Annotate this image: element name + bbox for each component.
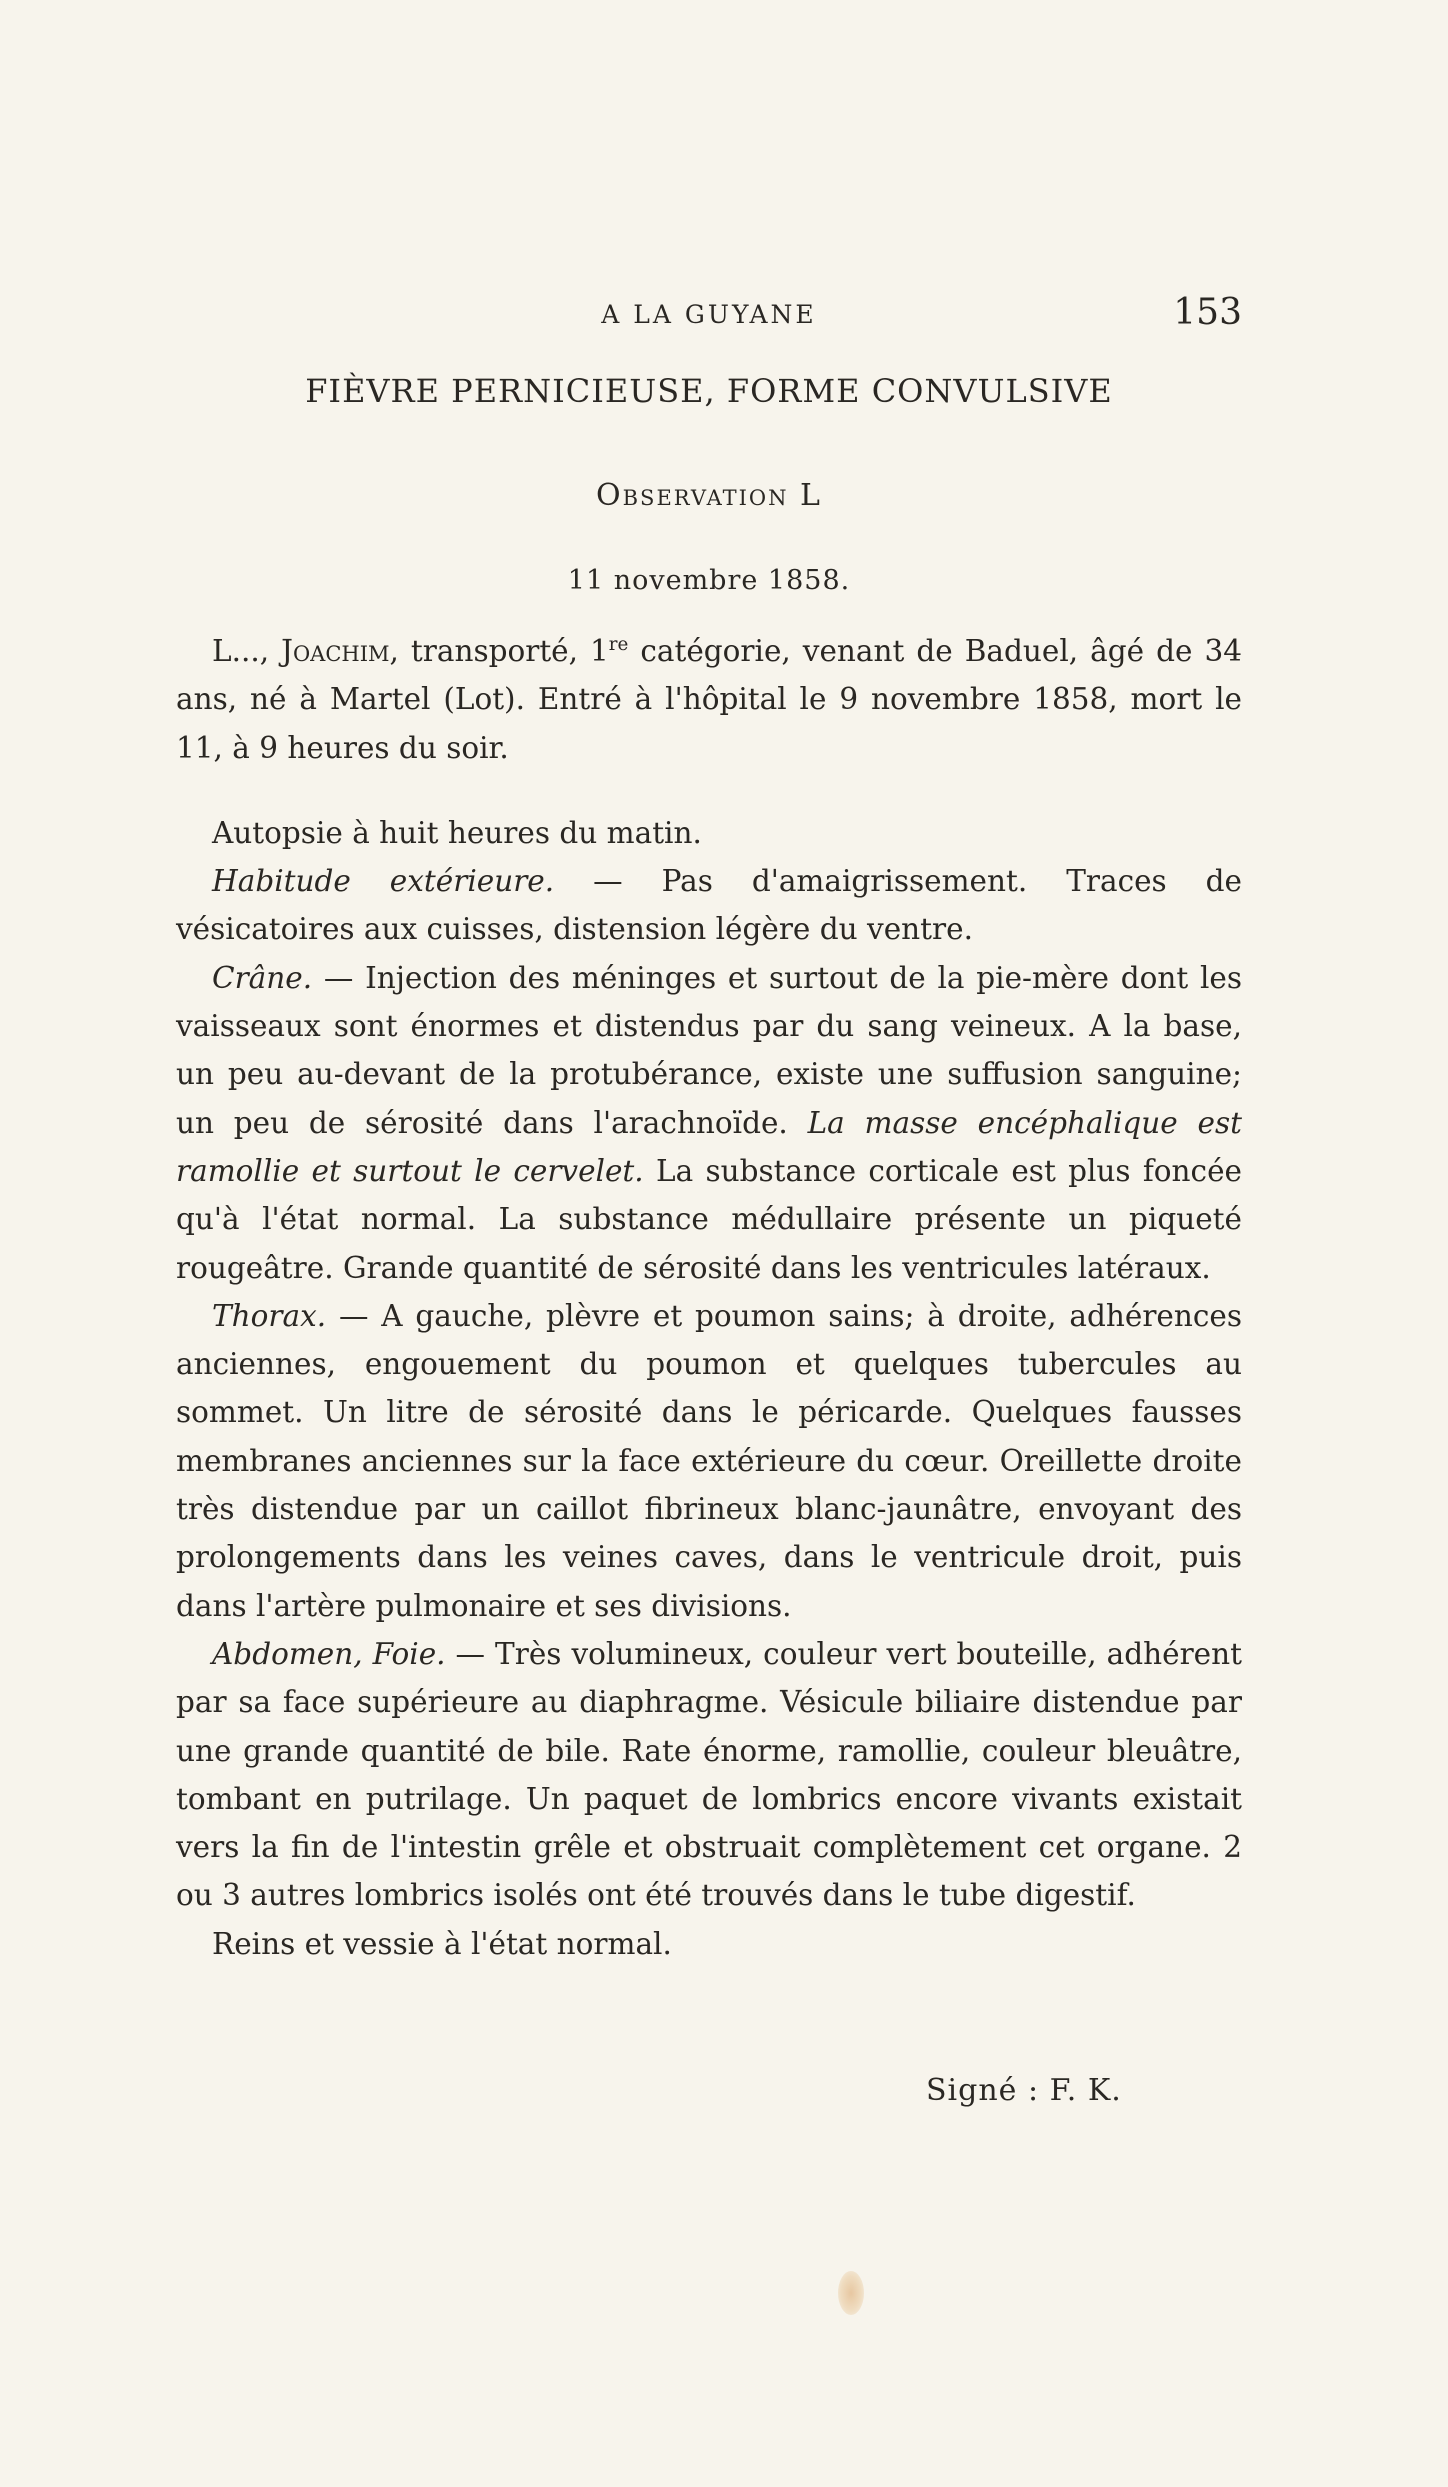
habitude-text: — Pas d'amaigrissement. Traces de vésicatoires aux cuisses, distension légère du ventre. — [176, 864, 1243, 947]
observation-date: 11 novembre 1858. — [567, 565, 851, 596]
habitude-paragraph — [176, 857, 1242, 954]
paper-stain — [838, 2271, 864, 2315]
intro-text-a: , transporté, 1 — [389, 634, 609, 668]
running-header — [176, 292, 1242, 340]
signature: Signé : F. K. — [926, 2073, 1122, 2108]
thorax-paragraph — [176, 1292, 1242, 1630]
abdomen-text: — Très volumineux, couleur vert bouteille, adhérent par sa face supérieure au diaphragme. Vésicule biliaire distendue par une grande quantité de bile. Rate énorme, ramollie, couleur bleuâtre, tombant en putrilage. Un paquet de lombrics encore vivants existait vers la fin de l'intestin grêle et obstruait complètement cet organe. 2 ou 3 autres lombrics isolés ont été trouvés dans le tube digestif. — [176, 1636, 1242, 1913]
crane-text-b: La substance corticale est plus foncée qu'à l'état normal. La substance médullaire présente un piqueté rougeâtre. Grande quantité de sérosité dans les ventricules latéraux. — [176, 1153, 1242, 1285]
abdomen-paragraph — [176, 1630, 1242, 1920]
crane-label: Crâne. — [212, 960, 313, 995]
section-title: FIÈVRE PERNICIEUSE, FORME CONVULSIVE — [305, 372, 1113, 410]
patient-initial: L..., — [212, 634, 270, 668]
crane-italic-text: La masse encéphalique est ramollie et surtout le cervelet. — [176, 1105, 1242, 1188]
habitude-label: Habitude extérieure. — [212, 864, 555, 899]
crane-paragraph — [176, 954, 1242, 1292]
patient-name: Joachim — [281, 634, 390, 668]
page-number: 153 — [1173, 292, 1242, 333]
ordinal-superscript: re — [608, 634, 629, 656]
thorax-text: — A gauche, plèvre et poumon sains; à droite, adhérences anciennes, engouement du poumon et quelques tubercules au sommet. Un litre de sérosité dans le péricarde. Quelques fausses membranes anciennes sur la face extérieure du cœur. Oreillette droite très distendue par un caillot fibrineux blanc-jaunâtre, envoyant des prolongements dans les veines caves, dans le ventricule droit, puis dans l'artère pulmonaire et ses divisions. — [176, 1298, 1242, 1623]
observation-heading: Observation L — [596, 478, 822, 513]
observation-body — [176, 627, 1242, 1968]
thorax-label: Thorax. — [212, 1298, 327, 1333]
autopsy-paragraph: Autopsie à huit heures du matin. — [212, 815, 702, 850]
abdomen-label: Abdomen, Foie. — [212, 1636, 446, 1671]
running-title: A LA GUYANE — [601, 300, 817, 329]
reins-paragraph: Reins et vessie à l'état normal. — [212, 1926, 672, 1961]
crane-text-a: — Injection des méninges et surtout de la pie-mère dont les vaisseaux sont énormes et distendus par du sang veineux. A la base, un peu au-devant de la protubérance, existe une suffusion sanguine; un peu de sérosité dans l'arachnoïde. — [176, 960, 1242, 1140]
intro-paragraph — [176, 627, 1242, 772]
intro-text-b: catégorie, venant de Baduel, âgé de 34 ans, né à Martel (Lot). Entré à l'hôpital le 9 novembre 1858, mort le 11, à 9 heures du soir. — [176, 634, 1242, 765]
